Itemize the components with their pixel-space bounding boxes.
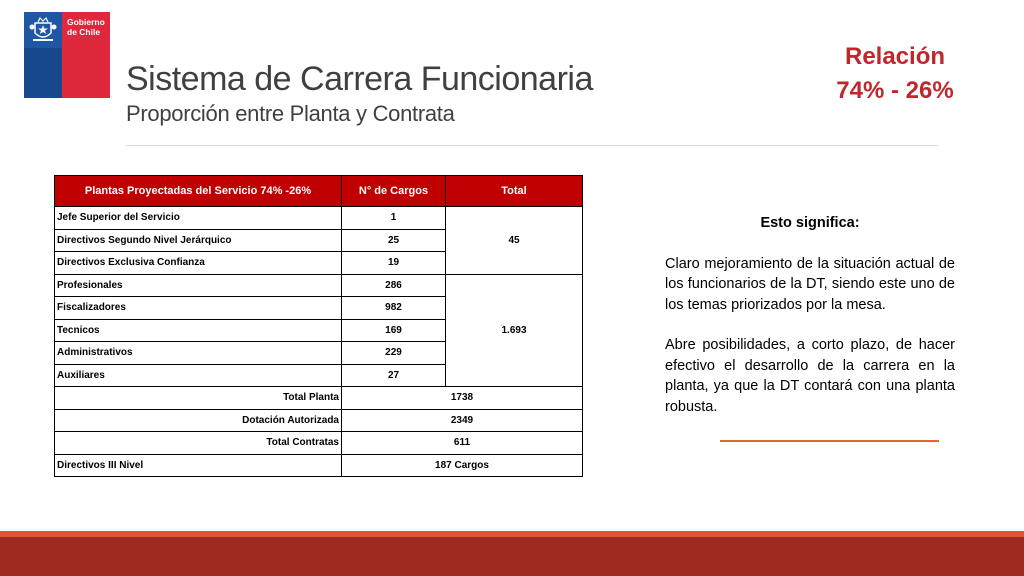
relacion-value: 74% - 26% [836,77,954,104]
row-cargos: 982 [342,297,446,320]
row-label: Directivos Segundo Nivel Jerárquico [55,229,342,252]
title-divider [126,145,938,146]
header-cargos: N° de Cargos [342,176,446,207]
row-cargos: 19 [342,252,446,275]
row-cargos: 169 [342,319,446,342]
orange-underline [720,440,939,442]
row-cargos: 229 [342,342,446,365]
summary-row [55,432,583,455]
gobierno-de-chile-logo [24,12,110,98]
row-cargos: 25 [342,229,446,252]
coat-of-arms-icon [27,15,59,45]
group-total: 1.693 [446,274,583,387]
row-label: Administrativos [55,342,342,365]
summary-label: Total Planta [55,387,342,410]
plantas-table [54,175,583,477]
summary-row [55,387,583,410]
summary-value: 1738 [342,387,583,410]
row-label: Jefe Superior del Servicio [55,207,342,230]
logo-line2: de Chile [67,27,101,37]
row-cargos: 1 [342,207,446,230]
summary-label: Dotación Autorizada [55,409,342,432]
logo-line1: Gobierno [67,17,105,27]
row-label: Profesionales [55,274,342,297]
summary-value: 611 [342,432,583,455]
row-label: Fiscalizadores [55,297,342,320]
row-label: Directivos Exclusiva Confianza [55,252,342,275]
summary-label: Total Contratas [55,432,342,455]
summary-label: Directivos III Nivel [55,454,342,477]
explanation-paragraph-1: Claro mejoramiento de la situación actual de los funcionarios de la DT, siendo este uno de los temas priorizados por la mesa. [665,255,955,313]
explanation-heading: Esto significa: [760,215,860,231]
header-plantas: Plantas Proyectadas del Servicio 74% -26% [55,176,342,207]
row-cargos: 286 [342,274,446,297]
explanation-paragraph-2: Abre posibilidades, a corto plazo, de hacer efectivo el desarrollo de la carrera en la planta, ya que la DT contará con una planta robusta. [665,337,955,415]
row-label: Tecnicos [55,319,342,342]
logo-text [67,17,105,37]
summary-value: 187 Cargos [342,454,583,477]
summary-value: 2349 [342,409,583,432]
logo-blue-lower-block [24,48,62,98]
header-total: Total [446,176,583,207]
row-cargos: 27 [342,364,446,387]
table-header-row [55,176,583,207]
footer-bar [0,537,1024,576]
page-subtitle: Proporción entre Planta y Contrata [126,101,455,126]
group-total: 45 [446,207,583,275]
page-title: Sistema de Carrera Funcionaria [126,60,593,98]
summary-row [55,409,583,432]
relacion-box [820,40,970,108]
table-row [55,207,583,230]
table-row [55,274,583,297]
summary-row [55,454,583,477]
explanation-box [665,213,955,437]
relacion-label: Relación [844,43,946,70]
row-label: Auxiliares [55,364,342,387]
